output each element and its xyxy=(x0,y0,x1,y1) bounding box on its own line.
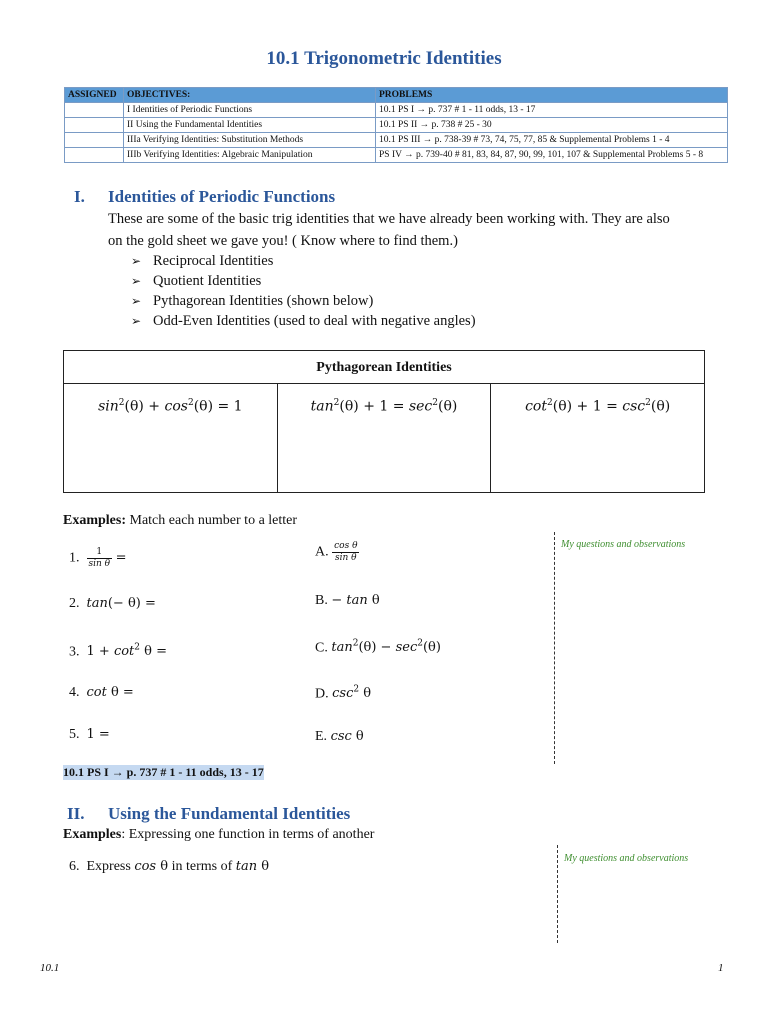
section1-number: I. xyxy=(74,187,85,206)
example-item-5: 5. 1 = xyxy=(69,727,110,742)
table-row xyxy=(65,103,728,118)
examples-instruction: Examples: Match each number to a letter xyxy=(63,513,298,528)
assigned-cell[interactable] xyxy=(65,118,124,133)
example-item-3: 3. $1 + \cot^2 \theta$ = xyxy=(69,643,167,660)
section2-number: II. xyxy=(67,804,85,823)
identity-sin-cos: $\sin^2(\theta) + \cos^2(\theta) = 1$ xyxy=(64,384,278,493)
section1-para-line1: These are some of the basic trig identities that we have already been working with. They are also xyxy=(108,211,670,227)
notes-divider xyxy=(557,845,558,943)
list-item: ➢ Odd-Even Identities (used to deal with negative angles) xyxy=(131,313,476,329)
questions-observations-note: My questions and observations xyxy=(564,853,689,864)
objective-cell: IIIa Verifying Identities: Substitution Methods xyxy=(124,133,376,148)
arrow-bullet-icon: ➢ xyxy=(131,314,142,328)
problem-set-1-highlight: 10.1 PS I → p. 737 # 1 - 11 odds, 13 - 17 xyxy=(63,765,264,779)
identity-tan-sec: $\tan^2(\theta) + 1 = \sec^2(\theta)$ xyxy=(278,384,492,493)
header-problems: PROBLEMS xyxy=(376,88,728,103)
arrow-bullet-icon: ➢ xyxy=(131,254,142,268)
problems-cell: 10.1 PS II → p. 738 # 25 - 30 xyxy=(376,118,728,133)
assigned-cell[interactable] xyxy=(65,148,124,163)
objective-cell: II Using the Fundamental Identities xyxy=(124,118,376,133)
pythagorean-identities-box xyxy=(63,350,705,493)
questions-observations-note: My questions and observations xyxy=(561,539,686,550)
assigned-cell[interactable] xyxy=(65,103,124,118)
footer-page-number: 1 xyxy=(718,962,724,974)
answer-item-a: A. $\frac{\text{cos θ}}{\text{sin θ}}$ xyxy=(315,541,358,563)
list-item: ➢ Pythagorean Identities (shown below) xyxy=(131,293,374,309)
section1-title: Identities of Periodic Functions xyxy=(108,187,336,206)
example-item-6: 6. Express cos θ in terms of tan θ xyxy=(69,859,270,874)
answer-item-b: B. − tan θ xyxy=(315,593,380,608)
example-item-2: 2. tan(− θ) = xyxy=(69,596,156,611)
header-assigned: ASSIGNED xyxy=(65,88,124,103)
section2-heading xyxy=(67,804,350,824)
answer-item-e: E. csc θ xyxy=(315,729,364,744)
table-row xyxy=(65,118,728,133)
footer-section-label: 10.1 xyxy=(40,962,60,974)
assignment-table xyxy=(64,87,728,163)
section2-title: Using the Fundamental Identities xyxy=(108,804,351,823)
section1-para-line2: on the gold sheet we gave you! ( Know where to find them.) xyxy=(108,233,458,249)
list-item: ➢ Reciprocal Identities xyxy=(131,253,274,269)
list-item: ➢ Quotient Identities xyxy=(131,273,262,289)
notes-divider xyxy=(554,532,555,764)
section1-heading xyxy=(74,187,335,207)
problems-cell: 10.1 PS I → p. 737 # 1 - 11 odds, 13 - 17 xyxy=(376,103,728,118)
objective-cell: IIIb Verifying Identities: Algebraic Manipulation xyxy=(124,148,376,163)
table-row xyxy=(65,133,728,148)
objective-cell: I Identities of Periodic Functions xyxy=(124,103,376,118)
table-row xyxy=(65,148,728,163)
table-header-row xyxy=(65,88,728,103)
page-title: 10.1 Trigonometric Identities xyxy=(266,48,502,69)
problems-cell: 10.1 PS III → p. 738-39 # 73, 74, 75, 77, 85 & Supplemental Problems 1 - 4 xyxy=(376,133,728,148)
answer-item-d: D. $\csc^2 \theta$ xyxy=(315,685,372,702)
pythagorean-heading: Pythagorean Identities xyxy=(64,351,704,384)
example-item-1: 1. $\frac{1}{\text{sin θ}}$ = xyxy=(69,547,127,569)
example-item-4: 4. cot θ = xyxy=(69,685,134,700)
identity-list xyxy=(131,251,476,331)
problems-cell: PS IV → p. 739-40 # 81, 83, 84, 87, 90, 99, 101, 107 & Supplemental Problems 5 - 8 xyxy=(376,148,728,163)
section2-examples-line: Examples: Expressing one function in terms of another xyxy=(63,827,375,842)
arrow-bullet-icon: ➢ xyxy=(131,294,142,308)
answer-item-c: C. $\tan^2(\theta) - \sec^2(\theta)$ xyxy=(315,639,441,656)
identity-cot-csc: $\cot^2(\theta) + 1 = \csc^2(\theta)$ xyxy=(525,398,671,415)
header-objectives: OBJECTIVES: xyxy=(124,88,376,103)
assigned-cell[interactable] xyxy=(65,133,124,148)
section1-paragraph xyxy=(108,208,670,252)
arrow-bullet-icon: ➢ xyxy=(131,274,142,288)
